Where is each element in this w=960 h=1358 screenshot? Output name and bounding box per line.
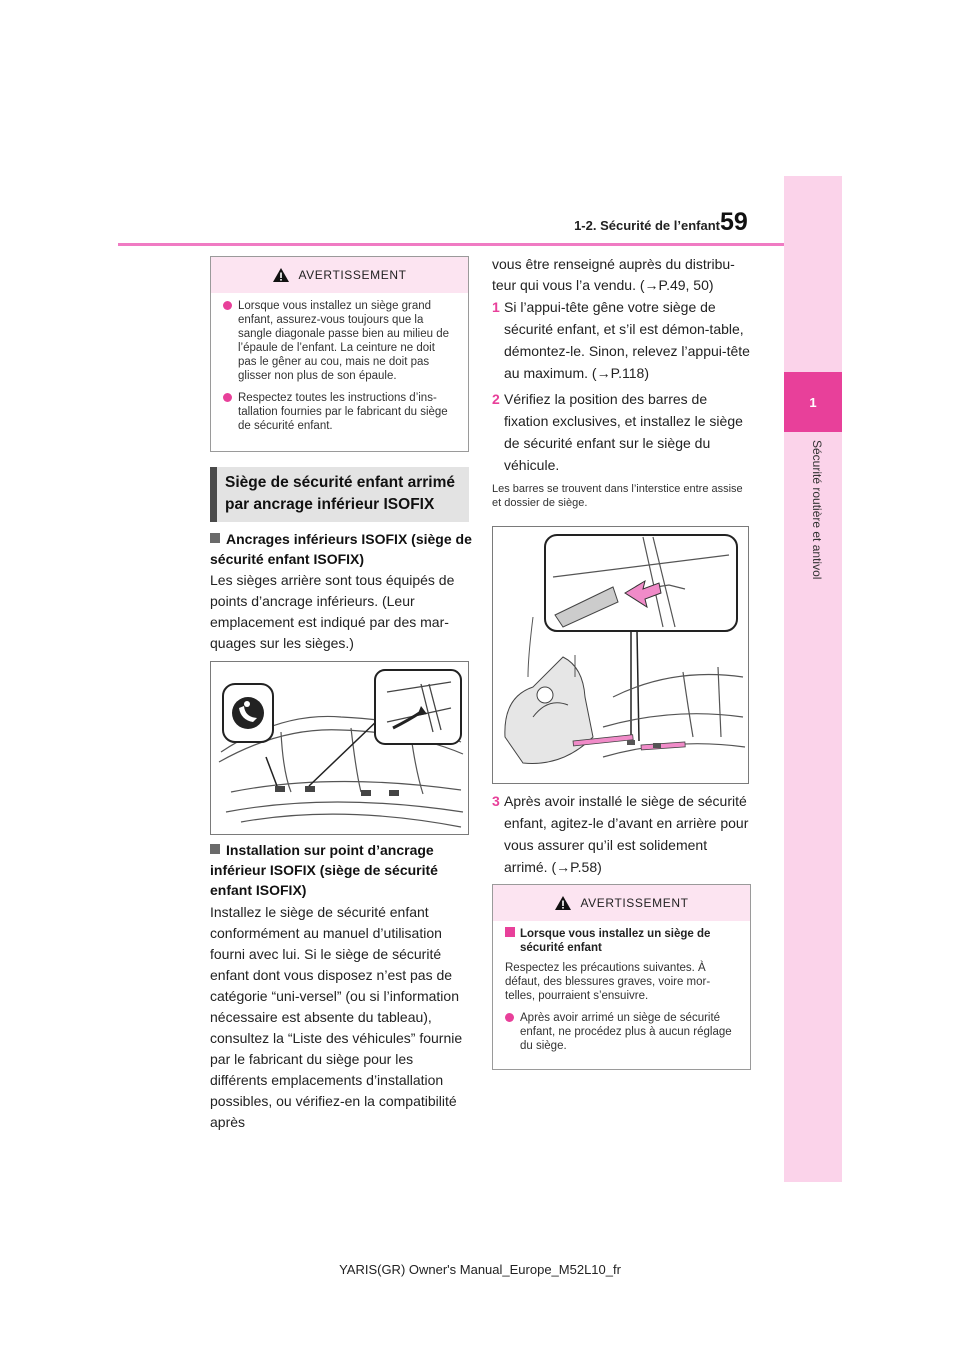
section-heading: Siège de sécurité enfant arrimé par ancrage inférieur ISOFIX [210, 467, 469, 522]
warning-box-top [210, 256, 469, 452]
footer-manual-id: YARIS(GR) Owner's Manual_Europe_M52L10_fr [339, 1262, 621, 1277]
subsection-title-isofix-anchors: Ancrages inférieurs ISOFIX (siège de sécurité enfant ISOFIX) [210, 531, 472, 567]
square-bullet-icon [505, 927, 515, 937]
step-3: 3 Après avoir installé le siège de sécurité enfant, agitez-le d’avant en arrière pour vous assurer qu’il est solidement arrimé. (→P.58) [492, 793, 749, 875]
header-rule [118, 243, 784, 246]
warning-box-bottom [492, 884, 751, 1070]
step-2: 2 Vérifiez la position des barres de fixation exclusives, et installez le siège de sécurité enfant sur le siège du véhicule. [492, 391, 743, 473]
bullet-icon [223, 301, 232, 310]
warning-triangle-icon [272, 267, 290, 283]
warning-header [211, 257, 468, 293]
paragraph-continued: vous être renseigné auprès du distribu-teur qui vous l’a vendu. (→P.49, 50) [492, 256, 735, 293]
square-bullet-icon [210, 844, 220, 854]
bullet-icon [505, 1013, 514, 1022]
paragraph-install: Installez le siège de sécurité enfant conformément au manuel d’utilisation fourni avec lui. Si le siège de sécurité enfant dont vous disposez n’est pas de catégorie “uni-versel” (ou si l’information nécessaire est absente du tableau), consultez la “Liste des véhicules” fournie par le fabricant du siège pour les différents emplacements d’installation possibles, ou vérifiez-en la compatibilité après [210, 904, 463, 1130]
paragraph-anchors: Les sièges arrière sont tous équipés de points d’ancrage inférieurs. (Leur emplacement est indiqué par des mar-quages sur les sièges.) [210, 572, 455, 651]
figure-child-seat-install [492, 526, 749, 784]
chapter-label: Sécurité routière et antivol [810, 440, 824, 580]
bullet-icon [223, 393, 232, 402]
warning-title: AVERTISSEMENT [580, 896, 689, 910]
square-bullet-icon [210, 533, 220, 543]
figure-rear-seat-isofix [210, 661, 469, 835]
note-bar-location: Les barres se trouvent dans l’interstice entre assise et dossier de siège. [492, 483, 743, 509]
warning-header [493, 885, 750, 921]
subsection-title-isofix-install: Installation sur point d’ancrage inférieur ISOFIX (siège de sécurité enfant ISOFIX) [210, 842, 438, 898]
warning-item: Après avoir arrimé un siège de sécurité enfant, ne procédez plus à aucun réglage du siège. [505, 1011, 738, 1053]
step-1: 1 Si l’appui-tête gêne votre siège de sécurité enfant, et s’il est démon-table, démontez-le. Sinon, relevez l’appui-tête au maximum. (→P.118) [492, 299, 750, 381]
side-tab-strip [784, 176, 842, 1182]
isofix-child-seat-icon [232, 697, 264, 729]
warning-subtitle: Lorsque vous installez un siège de sécurité enfant [505, 927, 738, 955]
warning-title: AVERTISSEMENT [298, 268, 407, 282]
warning-triangle-icon [554, 895, 572, 911]
warning-item: Lorsque vous installez un siège grand enfant, assurez-vous toujours que la sangle diagonale passe bien au milieu de l’épaule de l’enfant. La ceinture ne doit pas le gêner au cou, mais ne doit pas glisser non plus de son épaule. [223, 299, 456, 383]
warning-paragraph: Respectez les précautions suivantes. À défaut, des blessures graves, voire mor-telles, pourraient s’ensuivre. [505, 962, 711, 1002]
page-number: 59 [720, 208, 748, 236]
section-title: 1-2. Sécurité de l’enfant [574, 218, 720, 233]
warning-item: Respectez toutes les instructions d’ins-tallation fournies par le fabricant du siège de sécurité enfant. [223, 391, 456, 433]
chapter-tab[interactable]: 1 [784, 372, 842, 432]
